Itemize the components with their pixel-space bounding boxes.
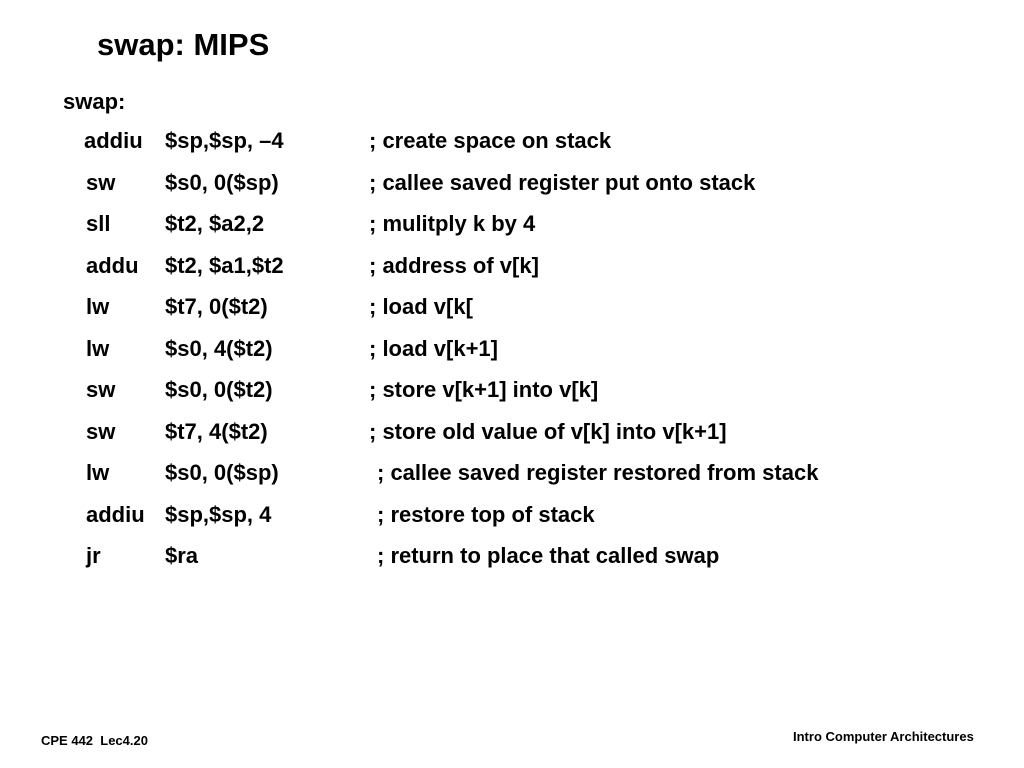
- instruction-operands: $sp,$sp, 4: [165, 502, 272, 527]
- instruction-operands: $s0, 0($sp): [165, 460, 279, 485]
- instruction-opcode: sw: [86, 170, 116, 195]
- instruction-comment: ; create space on stack: [369, 128, 612, 153]
- instruction-comment: ; callee saved register restored from stack: [377, 460, 819, 485]
- instruction-operands: $sp,$sp, –4: [165, 128, 284, 153]
- instruction-opcode: sw: [86, 419, 116, 444]
- instruction-opcode: addiu: [84, 128, 143, 153]
- instruction-comment: ; address of v[k]: [369, 253, 539, 278]
- instruction-opcode: lw: [86, 336, 110, 361]
- instruction-comment: ; callee saved register put onto stack: [369, 170, 756, 195]
- instruction-comment: ; load v[k[: [369, 294, 473, 319]
- instruction-operands: $s0, 4($t2): [165, 336, 273, 361]
- instruction-opcode: addu: [86, 253, 139, 278]
- instruction-opcode: lw: [86, 460, 110, 485]
- instruction-operands: $t2, $a1,$t2: [165, 253, 284, 278]
- instruction-opcode: sw: [86, 377, 116, 402]
- slide-title: swap: MIPS: [97, 27, 270, 62]
- footer-course-label: CPE 442 Lec4.20: [41, 733, 148, 748]
- instruction-operands: $t7, 4($t2): [165, 419, 268, 444]
- code-label: swap:: [63, 89, 126, 114]
- instruction-comment: ; store old value of v[k] into v[k+1]: [369, 419, 727, 444]
- instruction-comment: ; mulitply k by 4: [369, 211, 536, 236]
- instruction-opcode: addiu: [86, 502, 145, 527]
- instruction-operands: $t7, 0($t2): [165, 294, 268, 319]
- instruction-opcode: lw: [86, 294, 110, 319]
- instruction-operands: $s0, 0($t2): [165, 377, 273, 402]
- instruction-comment: ; restore top of stack: [377, 502, 595, 527]
- instruction-comment: ; store v[k+1] into v[k]: [369, 377, 599, 402]
- instruction-operands: $ra: [165, 543, 199, 568]
- instruction-opcode: jr: [86, 543, 101, 568]
- footer-course-title: Intro Computer Architectures: [793, 729, 974, 744]
- instruction-comment: ; load v[k+1]: [369, 336, 498, 361]
- instruction-operands: $s0, 0($sp): [165, 170, 279, 195]
- instruction-opcode: sll: [86, 211, 111, 236]
- instruction-comment: ; return to place that called swap: [377, 543, 720, 568]
- instruction-operands: $t2, $a2,2: [165, 211, 265, 236]
